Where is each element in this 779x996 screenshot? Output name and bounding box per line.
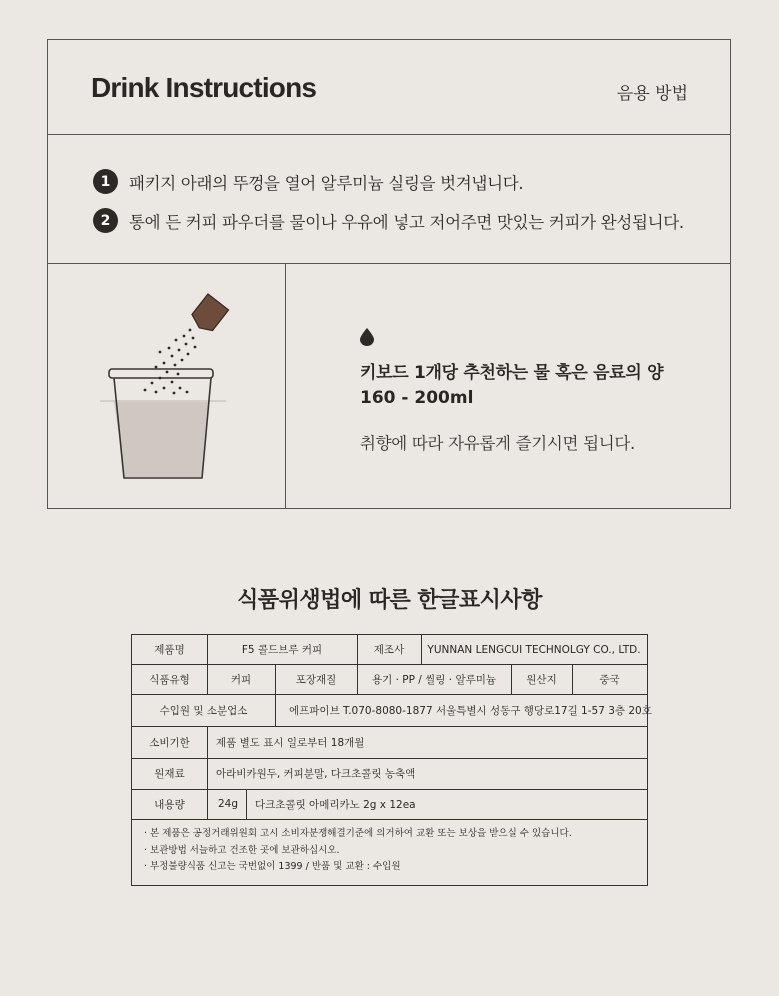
note-item: · 본 제품은 공정거래위원회 고시 소비자분쟁해결기준에 의거하여 교환 또는 보상을 받으실 수 있습니다. (144, 828, 572, 839)
drink-instructions-box (47, 39, 731, 509)
expiry: 제품 별도 표시 일로부터 18개월 (216, 736, 365, 749)
instructions-header (48, 40, 730, 135)
note-item: · 보관방법 서늘하고 건조한 곳에 보관하십시오. (144, 844, 340, 856)
recommend-amount: 160 - 200ml (360, 388, 474, 408)
food-type: 커피 (230, 673, 252, 686)
expiry-label: 소비기한 (149, 736, 190, 749)
origin-label: 원산지 (526, 673, 557, 686)
step-number-badge: 2 (93, 208, 118, 233)
liquid-fill (114, 402, 208, 477)
manufacturer-label: 제조사 (373, 644, 405, 656)
packaging: 용기 · PP / 씰링 · 알루미늄 (371, 673, 497, 686)
ingredients: 아라비카원두, 커피분말, 다크초콜릿 농축액 (216, 768, 416, 780)
origin: 중국 (599, 673, 620, 686)
water-drop-icon (360, 328, 374, 346)
water-amount-info (286, 264, 730, 509)
importer: 에프파이브 T.070-8080-1877 서울특별시 성동구 행당로17길 1-57 3층 20호 (289, 704, 652, 717)
powder-particles (144, 329, 197, 395)
stick-pack (188, 294, 228, 335)
cup-illustration (48, 264, 286, 509)
packaging-label: 포장재질 (295, 673, 337, 686)
step-2 (93, 208, 684, 233)
step-text: 통에 든 커피 파우더를 물이나 우유에 넣고 저어주면 맛있는 커피가 완성됩니다. (129, 212, 684, 232)
steps-list (48, 135, 730, 264)
manufacturer: YUNNAN LENGCUI TECHNOLGY CO., LTD. (427, 643, 641, 656)
instructions-title: Drink Instructions (91, 72, 317, 103)
cup-rim (109, 369, 213, 378)
step-text: 패키지 아래의 뚜껑을 열어 알루미늄 실링을 벗겨냅니다. (129, 173, 524, 193)
contents-weight: 24g (218, 798, 239, 810)
contents-detail: 다크초콜릿 아메리카노 2g x 12ea (255, 798, 416, 811)
importer-label: 수입원 및 소분업소 (159, 704, 248, 717)
notes-list (144, 826, 572, 876)
food-label-table (131, 634, 652, 886)
ingredients-label: 원재료 (154, 768, 185, 780)
contents-label: 내용량 (154, 798, 185, 811)
product-name-label: 제품명 (154, 644, 185, 656)
instructions-title-ko: 음용 방법 (616, 84, 688, 104)
recommend-note: 취향에 따라 자유롭게 즐기시면 됩니다. (360, 434, 635, 453)
note-item: · 부정불량식품 신고는 국번없이 1399 / 반품 및 교환 : 수입원 (144, 861, 401, 872)
food-type-label: 식품유형 (149, 673, 190, 686)
step-1 (93, 169, 523, 194)
product-name: F5 콜드브루 커피 (241, 644, 323, 656)
recommend-title: 키보드 1개당 추천하는 물 혹은 음료의 양 (360, 363, 664, 383)
label-section-title: 식품위생법에 따른 한글표시사항 (237, 588, 542, 613)
step-number-badge: 1 (93, 169, 118, 194)
